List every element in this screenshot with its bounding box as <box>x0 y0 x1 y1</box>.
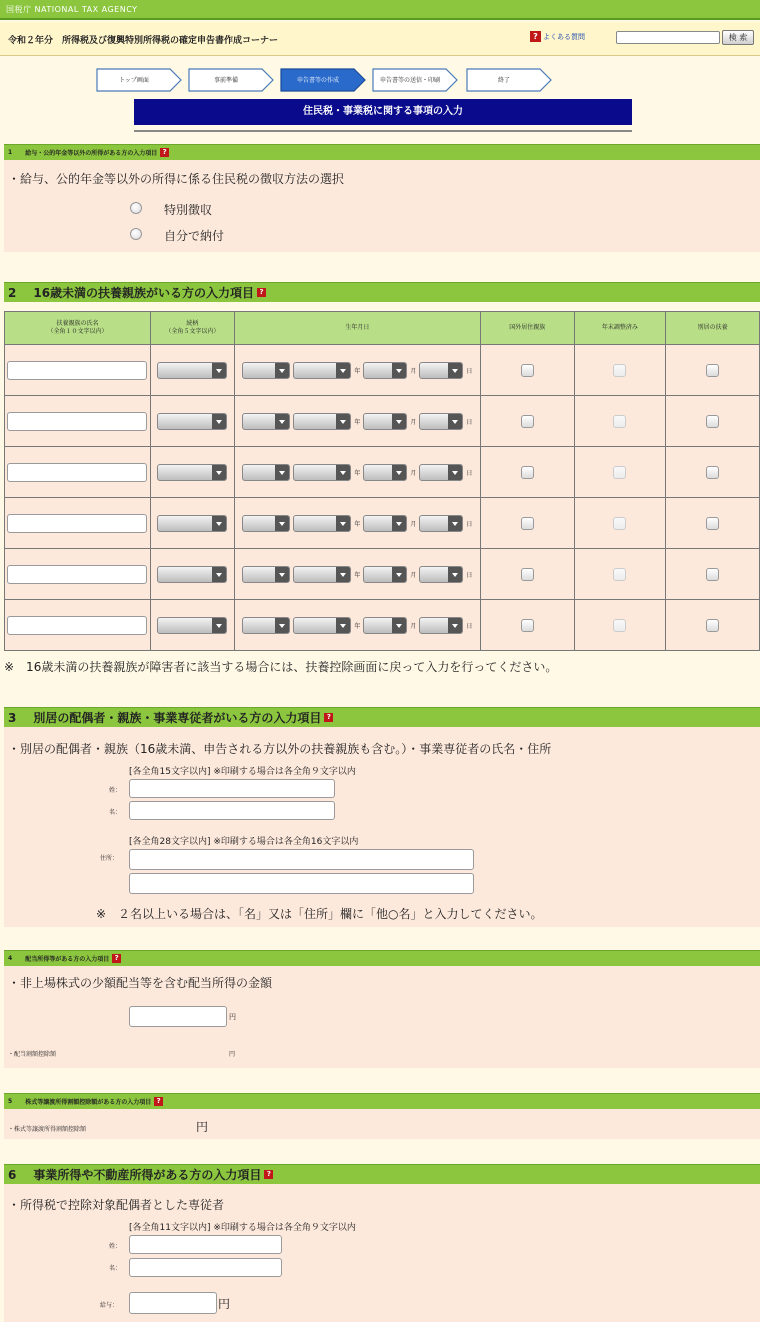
cell-name <box>5 498 151 549</box>
table-row <box>5 549 760 600</box>
cell-year-end-adjusted <box>574 447 666 498</box>
overseas-checkbox[interactable] <box>521 466 534 479</box>
day-unit: 日 <box>466 469 473 477</box>
month-select[interactable] <box>363 413 407 430</box>
chevron-down-icon <box>212 414 226 429</box>
help-icon[interactable]: ? <box>154 1097 163 1106</box>
section-5 <box>4 1093 760 1139</box>
year-end-adjusted-checkbox <box>613 568 626 581</box>
relation-select[interactable] <box>157 362 227 379</box>
radio-self-payment[interactable] <box>130 228 142 240</box>
cell-separate-dependent <box>666 600 760 651</box>
last-name-label: 姓： <box>109 787 122 794</box>
cell-name <box>5 447 151 498</box>
cell-relation <box>150 345 234 396</box>
col-header-relation: 続柄 （全角５文字以内） <box>150 312 234 345</box>
year-unit: 年 <box>354 520 361 528</box>
address-length-hint: [各全角28文字以内] ※印刷する場合は各全角16文字以内 <box>129 837 359 847</box>
chevron-down-icon <box>392 567 406 582</box>
dividend-deduction-unit: 円 <box>229 1051 236 1058</box>
dividend-unit: 円 <box>229 1013 236 1021</box>
chevron-down-icon <box>275 465 289 480</box>
col-header-name: 扶養親族の氏名 （全角１０文字以内） <box>5 312 151 345</box>
separate-dependent-checkbox[interactable] <box>706 364 719 377</box>
chevron-down-icon <box>275 618 289 633</box>
chevron-down-icon <box>336 567 350 582</box>
table-row <box>5 447 760 498</box>
chevron-down-icon <box>448 363 462 378</box>
month-select[interactable] <box>363 617 407 634</box>
dependent-name-input[interactable] <box>7 412 147 431</box>
help-icon[interactable]: ? <box>257 288 266 297</box>
section-number: 2 <box>8 285 17 300</box>
cell-relation <box>150 549 234 600</box>
year-end-adjusted-checkbox <box>613 364 626 377</box>
cell-relation <box>150 447 234 498</box>
section-1-header <box>4 144 760 160</box>
search-input[interactable] <box>616 31 720 44</box>
separate-last-name-input[interactable] <box>129 779 335 798</box>
section-5-header <box>4 1093 760 1109</box>
overseas-checkbox[interactable] <box>521 415 534 428</box>
cell-birthdate <box>234 498 480 549</box>
year-end-adjusted-checkbox <box>613 517 626 530</box>
separate-dependent-checkbox[interactable] <box>706 568 719 581</box>
chevron-down-icon <box>448 618 462 633</box>
chevron-down-icon <box>392 618 406 633</box>
month-unit: 月 <box>410 418 417 426</box>
cell-name <box>5 549 151 600</box>
relation-select[interactable] <box>157 566 227 583</box>
year-end-adjusted-checkbox <box>613 466 626 479</box>
month-unit: 月 <box>410 622 417 630</box>
dividend-deduction-label: ・配当割額控除額 <box>8 1051 57 1058</box>
radio-special-collection-label: 特別徴収 <box>164 203 213 217</box>
help-icon[interactable]: ? <box>324 713 333 722</box>
section-title: 株式等譲渡所得割額控除額がある方の入力項目 <box>25 1099 152 1106</box>
section-number: 4 <box>8 955 13 962</box>
section-4-header <box>4 950 760 966</box>
cell-separate-dependent <box>666 498 760 549</box>
chevron-down-icon <box>392 363 406 378</box>
dividend-amount-input[interactable] <box>129 1006 227 1027</box>
chevron-down-icon <box>212 516 226 531</box>
step-label: 事前準備 <box>213 76 238 84</box>
cell-separate-dependent <box>666 549 760 600</box>
question-icon: ? <box>530 31 541 42</box>
cell-overseas <box>480 498 574 549</box>
col-header-birthdate: 生年月日 <box>234 312 480 345</box>
step-prepare <box>188 68 274 92</box>
cell-year-end-adjusted <box>574 549 666 600</box>
chevron-down-icon <box>448 414 462 429</box>
name-length-hint: [各全角15文字以内] ※印刷する場合は各全角９文字以内 <box>129 767 356 777</box>
radio-special-collection[interactable] <box>130 202 142 214</box>
section-title: 給与・公的年金等以外の所得がある方の入力項目 <box>25 150 158 157</box>
employee-first-name-label: 名： <box>109 1265 122 1272</box>
section-title: 別居の配偶者・親族・事業専従者がいる方の入力項目 <box>33 711 322 725</box>
cell-overseas <box>480 447 574 498</box>
cell-relation <box>150 600 234 651</box>
day-unit: 日 <box>466 367 473 375</box>
step-label: 申告書等の送信・印刷 <box>379 76 440 84</box>
chevron-down-icon <box>275 363 289 378</box>
section-3 <box>4 707 760 927</box>
help-icon[interactable]: ? <box>264 1170 273 1179</box>
section-title: 配当所得等がある方の入力項目 <box>25 956 110 963</box>
overseas-checkbox[interactable] <box>521 568 534 581</box>
chevron-down-icon <box>448 567 462 582</box>
section-1-question: ・給与、公的年金等以外の所得に係る住民税の徴収方法の選択 <box>8 172 345 186</box>
era-select[interactable] <box>242 515 290 532</box>
heading-divider <box>134 130 632 132</box>
year-unit: 年 <box>354 571 361 579</box>
employee-salary-input[interactable] <box>129 1292 217 1314</box>
year-select[interactable] <box>293 515 351 532</box>
chevron-down-icon <box>212 363 226 378</box>
dependents-rows <box>5 345 760 651</box>
section-number: 5 <box>8 1098 13 1105</box>
dependent-name-input[interactable] <box>7 361 147 380</box>
chevron-down-icon <box>392 414 406 429</box>
stock-transfer-deduction-unit: 円 <box>196 1120 209 1134</box>
chevron-down-icon <box>448 465 462 480</box>
section-number: 1 <box>8 149 13 156</box>
month-unit: 月 <box>410 469 417 477</box>
relation-select[interactable] <box>157 515 227 532</box>
chevron-down-icon <box>275 516 289 531</box>
day-select[interactable] <box>419 617 463 634</box>
employee-last-name-input[interactable] <box>129 1235 282 1254</box>
step-label: トップ画面 <box>119 76 149 84</box>
dependent-name-input[interactable] <box>7 463 147 482</box>
overseas-checkbox[interactable] <box>521 364 534 377</box>
day-unit: 日 <box>466 622 473 630</box>
era-select[interactable] <box>242 566 290 583</box>
chevron-down-icon <box>336 618 350 633</box>
year-select[interactable] <box>293 617 351 634</box>
month-unit: 月 <box>410 520 417 528</box>
section-4-question: ・非上場株式の少額配当等を含む配当所得の金額 <box>8 976 273 990</box>
separate-address-input-2[interactable] <box>129 873 474 894</box>
chevron-down-icon <box>336 465 350 480</box>
employee-last-name-label: 姓： <box>109 1243 122 1250</box>
address-label: 住所： <box>100 855 119 862</box>
chevron-down-icon <box>212 618 226 633</box>
day-select[interactable] <box>419 362 463 379</box>
month-select[interactable] <box>363 464 407 481</box>
section-4 <box>4 950 760 1068</box>
cell-year-end-adjusted <box>574 345 666 396</box>
cell-relation <box>150 396 234 447</box>
cell-year-end-adjusted <box>574 498 666 549</box>
year-select[interactable] <box>293 464 351 481</box>
cell-birthdate <box>234 396 480 447</box>
separate-dependent-checkbox[interactable] <box>706 517 719 530</box>
section-2-header <box>4 282 760 302</box>
year-unit: 年 <box>354 367 361 375</box>
faq-link[interactable] <box>530 31 585 42</box>
chevron-down-icon <box>212 567 226 582</box>
separate-dependent-checkbox[interactable] <box>706 415 719 428</box>
cell-separate-dependent <box>666 447 760 498</box>
day-select[interactable] <box>419 515 463 532</box>
section-3-question: ・別居の配偶者・親族（16歳未満、申告される方以外の扶養親族も含む。）・事業専従者の氏名・住所 <box>8 742 552 756</box>
radio-self-payment-label: 自分で納付 <box>164 229 225 243</box>
section-6-header <box>4 1164 760 1184</box>
section-1 <box>4 144 760 252</box>
day-select[interactable] <box>419 566 463 583</box>
section-title: 事業所得や不動産所得がある方の入力項目 <box>33 1168 262 1182</box>
cell-year-end-adjusted <box>574 396 666 447</box>
overseas-checkbox[interactable] <box>521 619 534 632</box>
year-select[interactable] <box>293 566 351 583</box>
separate-dependent-checkbox[interactable] <box>706 466 719 479</box>
cell-name <box>5 345 151 396</box>
chevron-down-icon <box>336 414 350 429</box>
separate-address-input-1[interactable] <box>129 849 474 870</box>
chevron-down-icon <box>336 363 350 378</box>
chevron-down-icon <box>336 516 350 531</box>
step-label: 申告書等の作成 <box>296 76 339 84</box>
cell-birthdate <box>234 600 480 651</box>
section-number: 3 <box>8 710 17 725</box>
cell-birthdate <box>234 549 480 600</box>
dependent-name-input[interactable] <box>7 616 147 635</box>
help-icon[interactable]: ? <box>160 148 169 157</box>
chevron-down-icon <box>275 414 289 429</box>
year-unit: 年 <box>354 418 361 426</box>
step-send-print <box>372 68 458 92</box>
year-unit: 年 <box>354 469 361 477</box>
page-heading: 住民税・事業税に関する事項の入力 <box>134 99 632 125</box>
faq-label: よくある質問 <box>543 32 585 41</box>
month-select[interactable] <box>363 566 407 583</box>
cell-birthdate <box>234 345 480 396</box>
chevron-down-icon <box>212 465 226 480</box>
employee-salary-label: 給与： <box>100 1302 119 1309</box>
page-title: 令和２年分 所得税及び復興特別所得税の確定申告書作成コーナー <box>8 36 279 46</box>
era-select[interactable] <box>242 413 290 430</box>
separate-dependent-checkbox[interactable] <box>706 619 719 632</box>
day-unit: 日 <box>466 520 473 528</box>
section-3-note: ※ ２名以上いる場合は、「名」又は「住所」欄に「他○名」と入力してください。 <box>96 907 543 921</box>
year-select[interactable] <box>293 362 351 379</box>
step-top <box>96 68 182 92</box>
table-row <box>5 600 760 651</box>
month-select[interactable] <box>363 515 407 532</box>
cell-year-end-adjusted <box>574 600 666 651</box>
cell-separate-dependent <box>666 396 760 447</box>
help-icon[interactable]: ? <box>112 954 121 963</box>
relation-select[interactable] <box>157 464 227 481</box>
cell-overseas <box>480 345 574 396</box>
relation-select[interactable] <box>157 413 227 430</box>
year-unit: 年 <box>354 622 361 630</box>
stock-transfer-deduction-label: ・株式等譲渡所得割額控除額 <box>8 1126 87 1133</box>
year-end-adjusted-checkbox <box>613 415 626 428</box>
employee-name-hint: [各全角11文字以内] ※印刷する場合は各全角９文字以内 <box>129 1223 356 1233</box>
section-number: 6 <box>8 1167 17 1182</box>
chevron-down-icon <box>392 465 406 480</box>
year-select[interactable] <box>293 413 351 430</box>
cell-overseas <box>480 549 574 600</box>
col-header-overseas: 国外居住親族 <box>480 312 574 345</box>
step-create-current <box>280 68 366 92</box>
section-6 <box>4 1164 760 1322</box>
agency-logo[interactable]: 国税庁 NATIONAL TAX AGENCY <box>6 5 138 14</box>
step-label: 終了 <box>497 76 510 84</box>
cell-separate-dependent <box>666 345 760 396</box>
title-bar <box>0 22 760 56</box>
separate-first-name-input[interactable] <box>129 801 335 820</box>
search-button[interactable]: 検 索 <box>722 30 754 45</box>
step-finish <box>466 68 552 92</box>
day-select[interactable] <box>419 464 463 481</box>
year-end-adjusted-checkbox <box>613 619 626 632</box>
dependent-name-input[interactable] <box>7 565 147 584</box>
day-select[interactable] <box>419 413 463 430</box>
section-2-note: ※ 16歳未満の扶養親族が障害者に該当する場合には、扶養控除画面に戻って入力を行ってください。 <box>4 660 558 674</box>
col-header-separate-dependent: 別居の扶養 <box>666 312 760 345</box>
month-unit: 月 <box>410 571 417 579</box>
dependent-name-input[interactable] <box>7 514 147 533</box>
cell-relation <box>150 498 234 549</box>
cell-overseas <box>480 600 574 651</box>
cell-overseas <box>480 396 574 447</box>
day-unit: 日 <box>466 418 473 426</box>
section-3-header <box>4 707 760 727</box>
table-row <box>5 345 760 396</box>
agency-bar <box>0 0 760 20</box>
col-header-year-end-adjusted: 年末調整済み <box>574 312 666 345</box>
employee-first-name-input[interactable] <box>129 1258 282 1277</box>
first-name-label: 名： <box>109 809 122 816</box>
section-6-question: ・所得税で控除対象配偶者とした専従者 <box>8 1198 225 1212</box>
dependents-table <box>4 311 760 651</box>
relation-select[interactable] <box>157 617 227 634</box>
month-unit: 月 <box>410 367 417 375</box>
cell-name <box>5 396 151 447</box>
section-title: 16歳未満の扶養親族がいる方の入力項目 <box>33 286 255 300</box>
chevron-down-icon <box>392 516 406 531</box>
era-select[interactable] <box>242 362 290 379</box>
cell-birthdate <box>234 447 480 498</box>
era-select[interactable] <box>242 464 290 481</box>
employee-salary-unit: 円 <box>218 1297 231 1311</box>
day-unit: 日 <box>466 571 473 579</box>
cell-name <box>5 600 151 651</box>
table-row <box>5 396 760 447</box>
chevron-down-icon <box>448 516 462 531</box>
table-row <box>5 498 760 549</box>
month-select[interactable] <box>363 362 407 379</box>
chevron-down-icon <box>275 567 289 582</box>
overseas-checkbox[interactable] <box>521 517 534 530</box>
era-select[interactable] <box>242 617 290 634</box>
